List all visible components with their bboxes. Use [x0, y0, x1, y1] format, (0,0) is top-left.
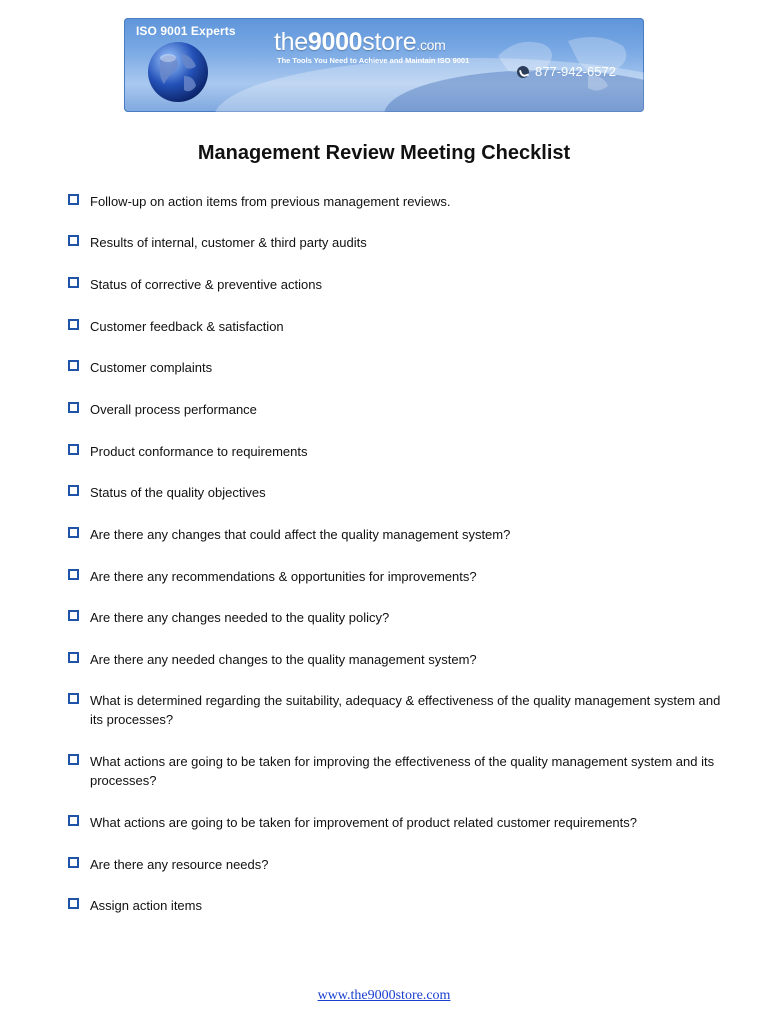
checkbox[interactable] [68, 569, 79, 580]
checklist-item-text: Overall process performance [90, 402, 257, 417]
checkbox[interactable] [68, 444, 79, 455]
checklist-item-text: Customer complaints [90, 360, 213, 375]
checklist-item-text: Product conformance to requirements [90, 444, 308, 459]
checkbox[interactable] [68, 754, 79, 765]
checkbox[interactable] [68, 235, 79, 246]
website-link[interactable]: www.the9000store.com [317, 988, 451, 1003]
checklist-item-text: Are there any changes that could affect the quality management system? [90, 527, 511, 542]
brand-prefix: the [274, 28, 308, 56]
banner-tag: ISO 9001 Experts [136, 24, 236, 38]
checklist-item-text: What is determined regarding the suitability, adequacy & effectiveness of the quality management system and its processes? [90, 693, 721, 727]
checklist-item-text: Customer feedback & satisfaction [90, 319, 284, 334]
checklist-item-text: Are there any changes needed to the quality policy? [90, 610, 390, 625]
brand-number: 9000 [307, 28, 363, 56]
checkbox[interactable] [68, 857, 79, 868]
checkbox[interactable] [68, 815, 79, 826]
checkbox[interactable] [68, 527, 79, 538]
checkbox[interactable] [68, 693, 79, 704]
brand-store: store [362, 28, 417, 56]
checkbox[interactable] [68, 898, 79, 909]
checklist-item-text: Are there any recommendations & opportunities for improvements? [90, 569, 477, 584]
phone-text: 877-942-6572 [535, 64, 616, 79]
checkbox[interactable] [68, 194, 79, 205]
checkbox[interactable] [68, 652, 79, 663]
footer [0, 988, 768, 1004]
checkbox[interactable] [68, 360, 79, 371]
checklist-item-text: Status of the quality objectives [90, 485, 266, 500]
checklist-item-text: Follow-up on action items from previous management reviews. [90, 194, 451, 209]
checklist-item-text: Status of corrective & preventive actions [90, 277, 322, 292]
checklist-item-text: Results of internal, customer & third party audits [90, 235, 367, 250]
checklist-item-text: Are there any needed changes to the quality management system? [90, 652, 477, 667]
checkbox[interactable] [68, 319, 79, 330]
checkbox[interactable] [68, 485, 79, 496]
checkbox[interactable] [68, 277, 79, 288]
checklist-item-text: Assign action items [90, 898, 202, 913]
banner-tagline: The Tools You Need to Achieve and Maintain ISO 9001 [277, 56, 470, 65]
page-title: Management Review Meeting Checklist [197, 142, 571, 164]
checklist-item-text: What actions are going to be taken for improvement of product related customer requirements? [90, 815, 638, 830]
checklist-item-text: What actions are going to be taken for improving the effectiveness of the quality management system and its processes? [90, 754, 715, 788]
brand-tld: .com [416, 37, 446, 53]
checkbox[interactable] [68, 402, 79, 413]
checkbox[interactable] [68, 610, 79, 621]
checklist-item-text: Are there any resource needs? [90, 857, 269, 872]
